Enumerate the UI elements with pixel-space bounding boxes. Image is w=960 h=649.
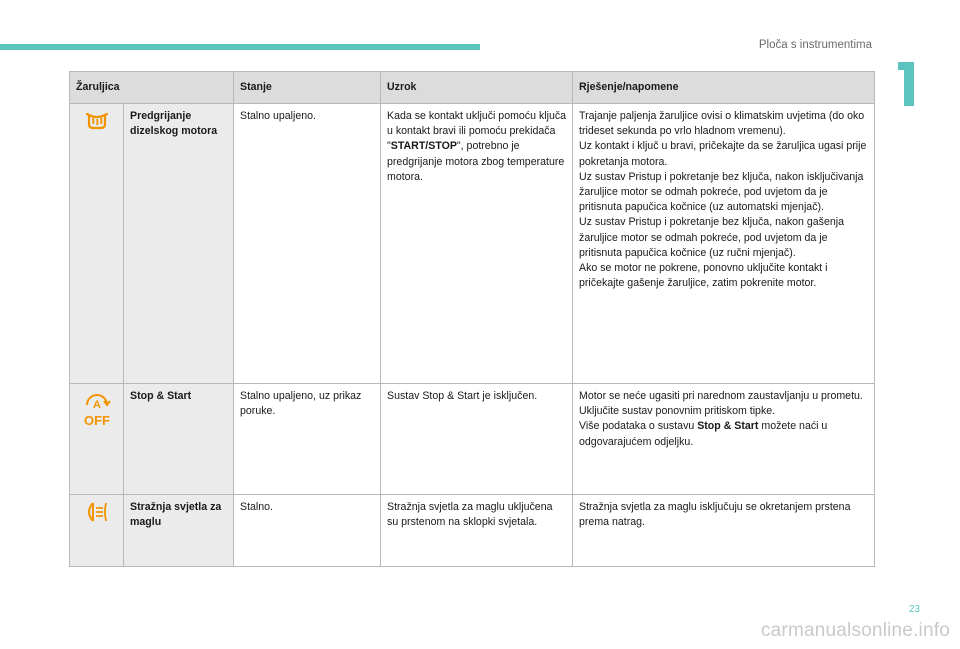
column-header-cause: Uzrok [381, 72, 573, 104]
light-remedy: Trajanje paljenja žaruljice ovisi o klimatskim uvjetima (do oko trideset sekunda po vrlo hladnom vremenu). Uz kontakt i ključ u bravi, pričekajte da se žaruljica ugasi prije pokretanja motora. Uz sustav Pristup i pokretanje bez ključa, nakon isključivanja žaruljice motor se odmah pokreće, pod uvjetom da je pritisnuta papučica kočnice (uz automatski mjenjač). Uz sustav Pristup i pokretanje bez ključa, nakon gašenja žaruljice motor se odmah pokreće, pod uvjetom da je pritisnuta papučica kočnice (uz ručni mjenjač). Ako se motor ne pokrene, ponovno uključite kontakt i pričekajte gašenje žaruljice, zatim pokrenite motor. [573, 104, 875, 384]
table-header-row [70, 72, 875, 104]
light-name: Predgrijanje dizelskog motora [124, 104, 234, 384]
icon-cell [70, 495, 124, 567]
table-row [70, 495, 875, 567]
icon-cell [70, 104, 124, 384]
warning-lights-table [69, 71, 875, 567]
svg-text:OFF: OFF [83, 413, 110, 427]
table-row [70, 104, 875, 384]
glow-plug-icon [83, 109, 111, 131]
light-name: Stražnja svjetla za maglu [124, 495, 234, 567]
column-header-state: Stanje [234, 72, 381, 104]
rear-fog-light-icon [82, 500, 112, 524]
svg-text:A: A [92, 399, 101, 411]
light-cause: Stražnja svjetla za maglu uključena su prstenom na sklopki svjetala. [381, 495, 573, 567]
light-state: Stalno upaljeno, uz prikaz poruke. [234, 384, 381, 495]
page-number: 23 [908, 604, 920, 615]
column-header-light: Žaruljica [70, 72, 234, 104]
stop-start-off-icon [81, 389, 113, 427]
icon-cell [70, 384, 124, 495]
section-title: Ploča s instrumentima [758, 39, 872, 51]
table-row [70, 384, 875, 495]
light-remedy: Stražnja svjetla za maglu isključuju se okretanjem prstena prema natrag. [573, 495, 875, 567]
light-remedy: Motor se neće ugasiti pri narednom zaustavljanju u prometu. Uključite sustav ponovnim pritiskom tipke. Više podataka o sustavu Stop & Start možete naći u odgovarajućem odjeljku. [573, 384, 875, 495]
chapter-number-marker [898, 62, 920, 106]
column-header-remedy: Rješenje/napomene [573, 72, 875, 104]
light-cause: Sustav Stop & Start je isključen. [381, 384, 573, 495]
header-accent-bar [0, 44, 480, 50]
light-name: Stop & Start [124, 384, 234, 495]
watermark: carmanualsonline.info [760, 620, 950, 641]
light-state: Stalno upaljeno. [234, 104, 381, 384]
light-cause: Kada se kontakt uključi pomoću ključa u kontakt bravi ili pomoću prekidača "START/STOP", potrebno je predgrijanje motora zbog temperature motora. [381, 104, 573, 384]
light-state: Stalno. [234, 495, 381, 567]
